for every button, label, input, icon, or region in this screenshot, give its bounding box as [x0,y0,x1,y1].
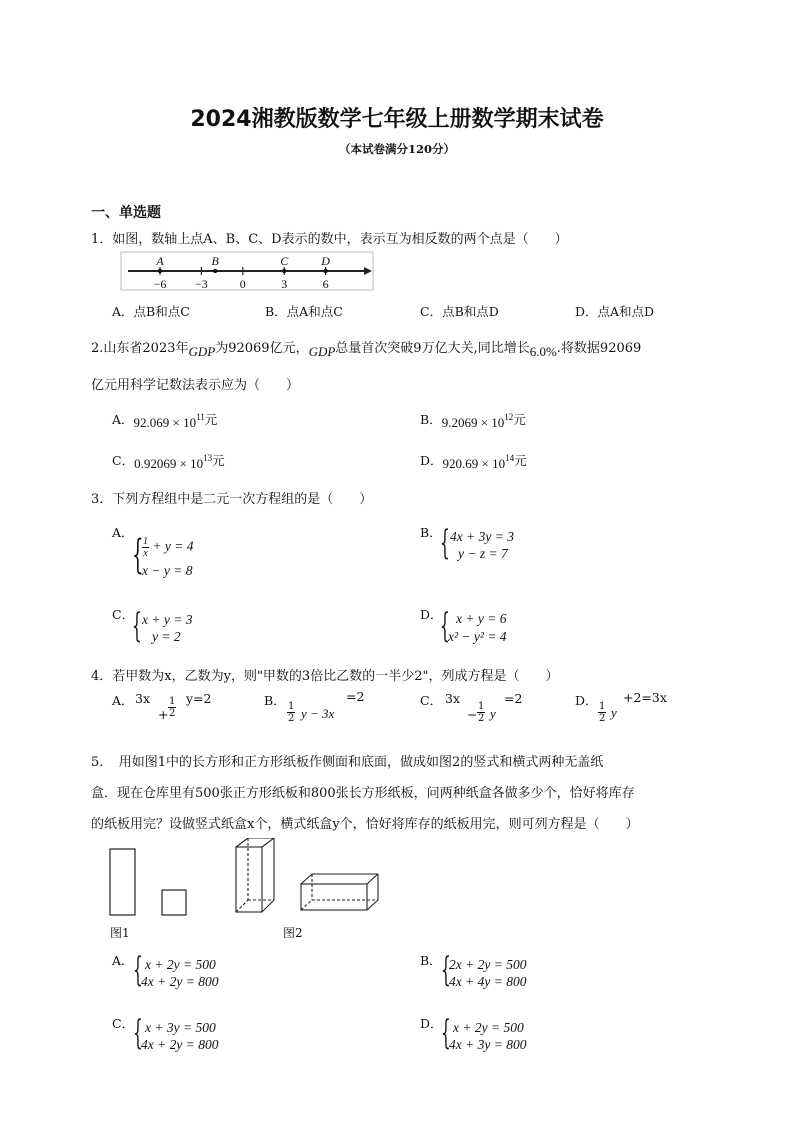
q3-a-num: 1 [143,536,148,547]
q3-a-line-2: x − y = 8 [142,563,193,578]
vertical-box [236,838,274,912]
question-1-stem: 1．如图，数轴上点A、B、C、D表示的数中，表示互为相反数的两个点是（ ） [91,232,568,247]
q3-option-d-label[interactable]: D． [420,607,443,622]
q3-d-line-2: x² − y² = 4 [448,629,507,644]
axis-point-label: B [211,254,219,268]
q2-text-b: 为92069亿元， [215,341,309,356]
q3-c-line-2: y = 2 [152,629,181,644]
q2-option-b[interactable] [420,410,526,428]
q2-option-d-coef: 920.69 × 10 [442,456,506,471]
q4-d-den: 2 [599,713,606,724]
q4-d-num: 1 [599,701,606,712]
q4-c-term-2: =2 [504,691,523,706]
q2-option-c-coef: 0.92069 × 10 [134,456,204,471]
q4-option-c[interactable] [420,691,523,724]
q3-a-line-1-tail: + y = 4 [152,538,194,554]
q4-a-num: 1 [169,696,176,707]
q2-option-c[interactable] [112,451,225,469]
q2-option-c-unit: 元 [212,453,225,468]
q4-d-term-1: +2=3x [623,690,667,705]
figure-2-caption: 图2 [283,926,303,940]
q1-option-b[interactable]: B．点A和点C [265,304,343,319]
q3-option-b-label[interactable]: B． [420,525,442,540]
q4-b-term-1: =2 [346,689,365,704]
q5-c-line-1: x + 3y = 500 [145,1020,216,1035]
q5-option-a-label[interactable]: A． [112,953,134,968]
q2-option-d-exp: 14 [505,452,515,463]
q3-d-line-1: x + y = 6 [456,611,507,626]
axis-tick-label: 0 [239,277,246,291]
axis-point-label: A [156,254,164,268]
q3-b-brace: { [440,523,450,563]
axis-point-label: D [321,254,330,268]
q4-c-sign: − [467,707,478,722]
q2-option-a-coef: 92.069 × 10 [133,415,197,430]
question-4-stem: 4．若甲数为x，乙数为y，则"甲数的3倍比乙数的一半少2"，列成方程是（ ） [91,669,559,684]
rectangle-board [110,849,135,915]
q4-a-label: A． [112,693,134,708]
q5-b-line-2: 4x + 4y = 800 [449,974,527,989]
q2-text-a: 2.山东省2023年 [91,341,189,356]
q4-b-fraction [287,701,295,724]
q5-d-brace: { [441,1013,451,1053]
question-5-line-3: 的纸板用完？设做竖式纸盒x个，横式纸盒y个，恰好将库存的纸板用完，则可列方程是（ ） [91,817,639,832]
q4-b-label: B． [264,693,286,708]
q2-text-d: .将数据92069 [556,341,642,356]
q3-option-c-label[interactable]: C． [112,607,135,622]
q4-option-d[interactable] [575,690,667,724]
q5-b-line-1: 2x + 2y = 500 [449,957,527,972]
q4-a-term-1: 3x [135,691,151,706]
section-heading: 一、单选题 [91,205,161,221]
q2-option-b-unit: 元 [513,412,526,427]
q4-c-var: y [490,706,496,721]
q5-a-line-1: x + 2y = 500 [145,957,216,972]
q1-option-c[interactable]: C．点B和点D [420,304,499,319]
q3-c-brace: { [132,606,142,646]
page-title: 2024湘教版数学七年级上册数学期末试卷 [190,107,604,132]
axis-tick-label: 6 [322,277,329,291]
q3-a-line-1 [142,536,193,559]
axis-point-d [323,269,327,273]
q2-option-c-exp: 13 [203,452,213,463]
question-2-line-1 [91,337,642,359]
q2-option-a[interactable] [112,410,217,428]
q4-option-a[interactable] [112,691,212,722]
axis-point-b [213,269,217,273]
q5-d-line-1: x + 2y = 500 [453,1020,524,1035]
question-3-stem: 3．下列方程组中是二元一次方程组的是（ ） [91,492,373,507]
q2-text-c: 总量首次突破9万亿大关,同比增长 [335,341,530,356]
q2-option-c-label: C． [112,453,135,468]
q2-option-a-unit: 元 [204,412,218,427]
q3-a-brace: { [132,532,144,578]
q2-option-b-label: B． [420,412,442,427]
axis-tick-label: −3 [195,277,208,291]
q2-option-a-label: A． [112,412,134,427]
axis-point-label: C [280,254,289,268]
q4-c-fraction [477,701,485,724]
q4-a-den: 2 [169,708,176,719]
q1-option-a[interactable]: A．点B和点C [112,304,190,319]
q4-a-sign: + [158,707,169,722]
q5-option-d-label[interactable]: D． [420,1016,443,1031]
q3-a-fraction [142,536,149,559]
q4-b-den: 2 [288,713,295,724]
q4-c-term-1: 3x [445,691,461,706]
q2-percent: 6.0% [529,344,557,359]
q4-option-b[interactable] [264,689,365,724]
question-5-line-1: 5． 用如图1中的长方形和正方形纸板作侧面和底面，做成如图2的竖式和横式两种无盖纸 [91,755,604,770]
q4-d-var: y [611,705,617,720]
q4-d-label: D． [575,693,598,708]
q3-a-den: x [143,548,148,559]
q5-a-line-2: 4x + 2y = 800 [141,974,219,989]
axis-point-c [282,269,286,273]
q3-d-brace: { [440,606,450,646]
q4-a-term-2: y=2 [186,691,212,706]
q2-gdp-1: GDP [188,344,216,359]
q5-option-c-label[interactable]: C． [112,1016,135,1031]
question-2-line-2: 亿元用科学记数法表示应为（ ） [91,378,300,393]
q3-c-line-1: x + y = 3 [142,612,193,627]
square-board [162,890,186,915]
figure-1-caption: 图1 [110,926,130,940]
q4-c-label: C． [420,693,443,708]
q2-gdp-2: GDP [308,344,336,359]
axis-tick-label: −6 [153,277,167,291]
q2-option-d-unit: 元 [514,453,527,468]
q4-c-den: 2 [478,713,485,724]
q1-option-d[interactable]: D．点A和点D [575,304,655,319]
q4-d-fraction [598,701,606,724]
q5-c-brace: { [133,1013,143,1053]
box-figures [100,838,390,926]
q4-c-num: 1 [478,701,485,712]
q5-c-line-2: 4x + 2y = 800 [141,1037,219,1052]
axis-tick-label: 3 [281,277,288,291]
q5-d-line-2: 4x + 3y = 800 [449,1037,527,1052]
number-line-figure [120,250,374,292]
question-5-line-2: 盒．现在仓库里有500张正方形纸板和800张长方形纸板，问两种纸盒各做多少个，恰好将库存 [91,786,635,801]
q5-option-b-label[interactable]: B． [420,953,442,968]
q2-option-d[interactable] [420,451,527,469]
axis-point-a [158,269,162,273]
q2-option-b-coef: 9.2069 × 10 [441,415,505,430]
q4-b-expression: y − 3x [301,706,335,721]
q3-option-a-label[interactable]: A． [112,525,134,540]
q3-b-line-2: y − z = 7 [458,546,508,561]
page-subtitle: （本试卷满分120分） [338,142,455,156]
q4-b-num: 1 [288,701,295,712]
q2-option-d-label: D． [420,453,443,468]
q3-b-line-1: 4x + 3y = 3 [450,529,514,544]
horizontal-box [301,874,378,910]
q5-b-brace: { [441,950,451,990]
q4-a-fraction [168,696,176,719]
q2-option-b-exp: 12 [504,411,514,422]
q5-a-brace: { [133,950,143,990]
q2-option-a-exp: 11 [196,411,205,422]
